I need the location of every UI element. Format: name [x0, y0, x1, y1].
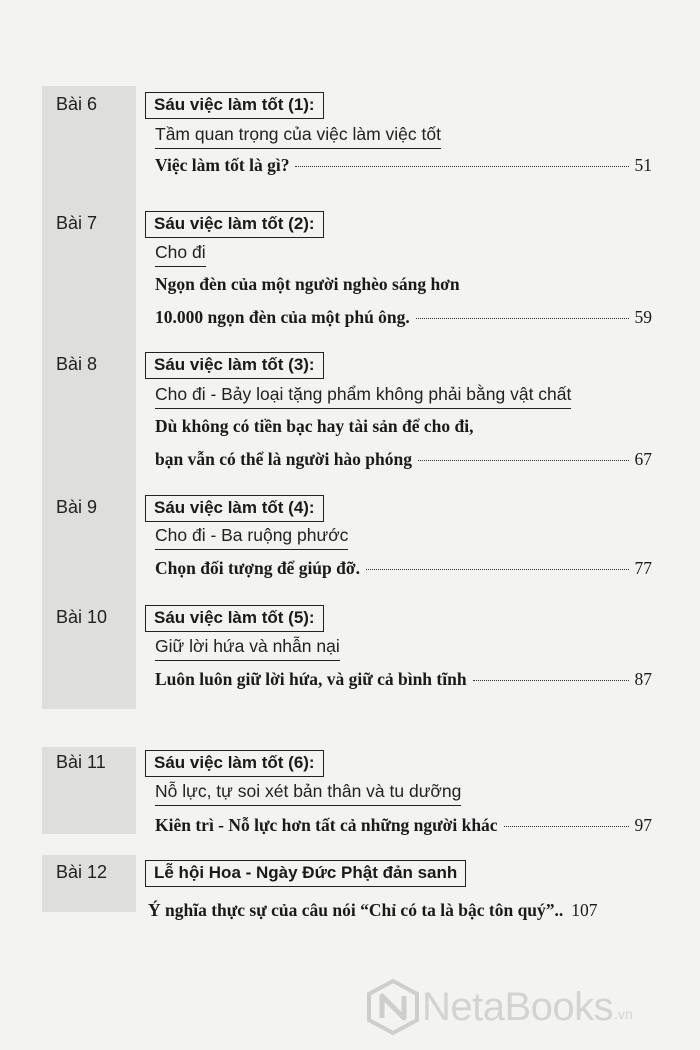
page-number: 97	[634, 815, 652, 835]
toc-line[interactable]	[155, 815, 652, 836]
toc-line-text: Ý nghĩa thực sự của câu nói “Chỉ có ta là bậc tôn quý”..	[148, 900, 564, 920]
lesson-heading: Sáu việc làm tốt (6):	[145, 750, 324, 777]
lesson-number: Bài 10	[56, 607, 108, 627]
toc-line-text: Việc làm tốt là gì?	[155, 155, 290, 175]
page-number: 59	[634, 307, 652, 327]
toc-line-text: Ngọn đèn của một người nghèo sáng hơn	[155, 274, 460, 294]
lesson-subtitle: Tầm quan trọng của việc làm việc tốt	[155, 124, 441, 149]
lesson-number: Bài 9	[56, 497, 98, 517]
toc-line-text: bạn vẫn có thể là người hào phóng	[155, 449, 412, 469]
toc-line[interactable]	[155, 307, 652, 328]
watermark-suffix: .vn	[614, 1006, 633, 1022]
toc-line[interactable]	[155, 558, 652, 579]
toc-line-text: 10.000 ngọn đèn của một phú ông.	[155, 307, 410, 327]
toc-line[interactable]	[155, 155, 652, 176]
watermark-text: NetaBooks	[422, 984, 614, 1029]
lesson-heading: Sáu việc làm tốt (5):	[145, 605, 324, 632]
lesson-heading: Sáu việc làm tốt (3):	[145, 352, 324, 379]
lesson-heading: Sáu việc làm tốt (1):	[145, 92, 324, 119]
lesson-subtitle: Cho đi - Ba ruộng phước	[155, 525, 348, 550]
page-number: 107	[571, 900, 598, 920]
dot-leader	[416, 318, 629, 319]
lesson-number: Bài 7	[56, 213, 98, 233]
page-number: 51	[634, 155, 652, 175]
toc-line-text: Chọn đối tượng để giúp đỡ.	[155, 558, 360, 578]
lesson-heading: Sáu việc làm tốt (2):	[145, 211, 324, 238]
toc-line[interactable]	[148, 900, 654, 921]
toc-line	[155, 274, 652, 295]
lesson-subtitle: Nỗ lực, tự soi xét bản thân và tu dưỡng	[155, 781, 461, 806]
toc-line-text: Kiên trì - Nỗ lực hơn tất cả những người khác	[155, 815, 498, 835]
dot-leader	[504, 826, 629, 827]
lesson-heading: Sáu việc làm tốt (4):	[145, 495, 324, 522]
toc-line-text: Luôn luôn giữ lời hứa, và giữ cả bình tĩnh	[155, 669, 467, 689]
dot-leader	[473, 680, 629, 681]
page-number: 77	[634, 558, 652, 578]
toc-line[interactable]	[155, 669, 652, 690]
toc-line[interactable]	[155, 449, 652, 470]
toc-line	[155, 416, 652, 437]
toc-line-text: Dù không có tiền bạc hay tài sản để cho đi,	[155, 416, 474, 436]
lesson-number: Bài 11	[56, 752, 106, 772]
dot-leader	[295, 166, 628, 167]
netabooks-watermark	[364, 978, 633, 1036]
dot-leader	[366, 569, 629, 570]
dot-leader	[418, 460, 629, 461]
lesson-number: Bài 12	[56, 862, 108, 882]
lesson-subtitle: Cho đi - Bảy loại tặng phẩm không phải bằng vật chất	[155, 384, 571, 409]
page-number: 67	[634, 449, 652, 469]
netabooks-logo-icon	[364, 978, 422, 1036]
lesson-subtitle: Giữ lời hứa và nhẫn nại	[155, 636, 340, 661]
lesson-number: Bài 8	[56, 354, 98, 374]
page-number: 87	[634, 669, 652, 689]
lesson-number: Bài 6	[56, 94, 98, 114]
lesson-subtitle: Cho đi	[155, 242, 206, 267]
lesson-heading: Lễ hội Hoa - Ngày Đức Phật đản sanh	[145, 860, 466, 887]
